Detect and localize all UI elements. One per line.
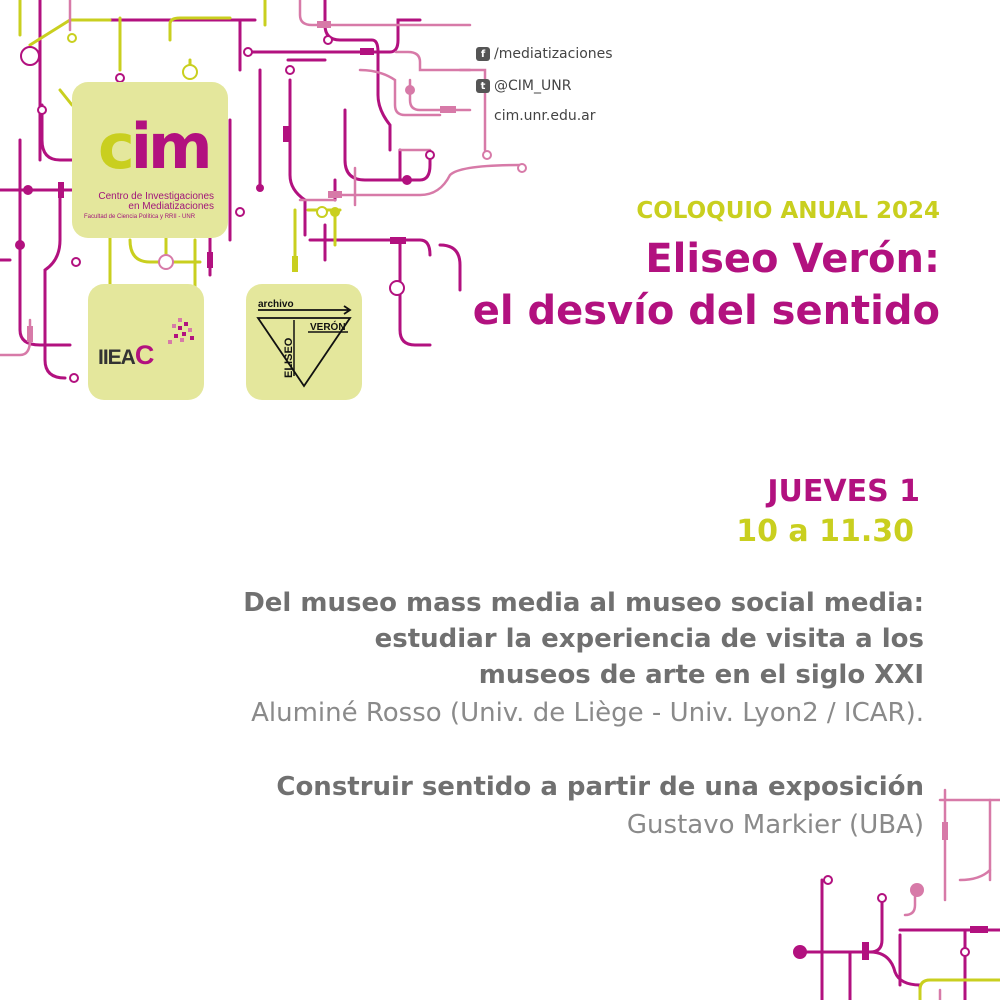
event-day: JUEVES 1 [767, 474, 920, 509]
website-link[interactable] [494, 108, 596, 124]
archivo-label: archivo [258, 299, 294, 310]
cim-mark-c: c [98, 110, 131, 183]
archivo-veron-mark [254, 298, 354, 388]
event-time: 10 a 11.30 [736, 514, 914, 549]
talk2-speaker: Gustavo Markier (UBA) [626, 810, 924, 840]
facebook-link[interactable] [476, 46, 613, 62]
ieeac-logo [88, 284, 204, 400]
ieeac-pixel-mark [166, 318, 196, 352]
twitter-handle: @CIM_UNR [494, 78, 572, 94]
ieeac-wordmark [98, 340, 153, 371]
veron-label: VERÓN [310, 322, 346, 333]
facebook-handle: /mediatizaciones [494, 46, 613, 62]
event-series: COLOQUIO ANUAL 2024 [636, 198, 940, 224]
ieeac-letters: IIEA [98, 346, 135, 369]
archivo-veron-logo [246, 284, 362, 400]
twitter-link[interactable] [476, 78, 571, 94]
event-title-line1: Eliseo Verón: [645, 236, 940, 282]
facebook-icon: f [476, 47, 490, 61]
eliseo-label: ELISEO [283, 337, 295, 378]
cim-logo [72, 82, 228, 238]
ieeac-letter-c: C [134, 340, 154, 370]
cim-logo-line2: en Mediatizaciones [128, 201, 214, 212]
website-url: cim.unr.edu.ar [494, 108, 596, 124]
event-title-line2: el desvío del sentido [472, 288, 940, 334]
twitter-icon: t [476, 79, 490, 93]
talk1-title-line1: Del museo mass media al museo social media: [243, 588, 924, 618]
cim-wordmark [98, 110, 209, 183]
talk2-title: Construir sentido a partir de una exposición [276, 772, 924, 802]
cim-mark-im: im [130, 110, 209, 183]
cim-logo-line1: Centro de Investigaciones [98, 191, 214, 202]
cim-logo-line3: Facultad de Ciencia Política y RRII - UNR [84, 214, 196, 220]
talk1-title-line2: estudiar la experiencia de visita a los [374, 624, 924, 654]
talk1-speaker: Aluminé Rosso (Univ. de Liège - Univ. Lyon2 / ICAR). [251, 698, 924, 728]
talk1-title-line3: museos de arte en el siglo XXI [478, 660, 924, 690]
